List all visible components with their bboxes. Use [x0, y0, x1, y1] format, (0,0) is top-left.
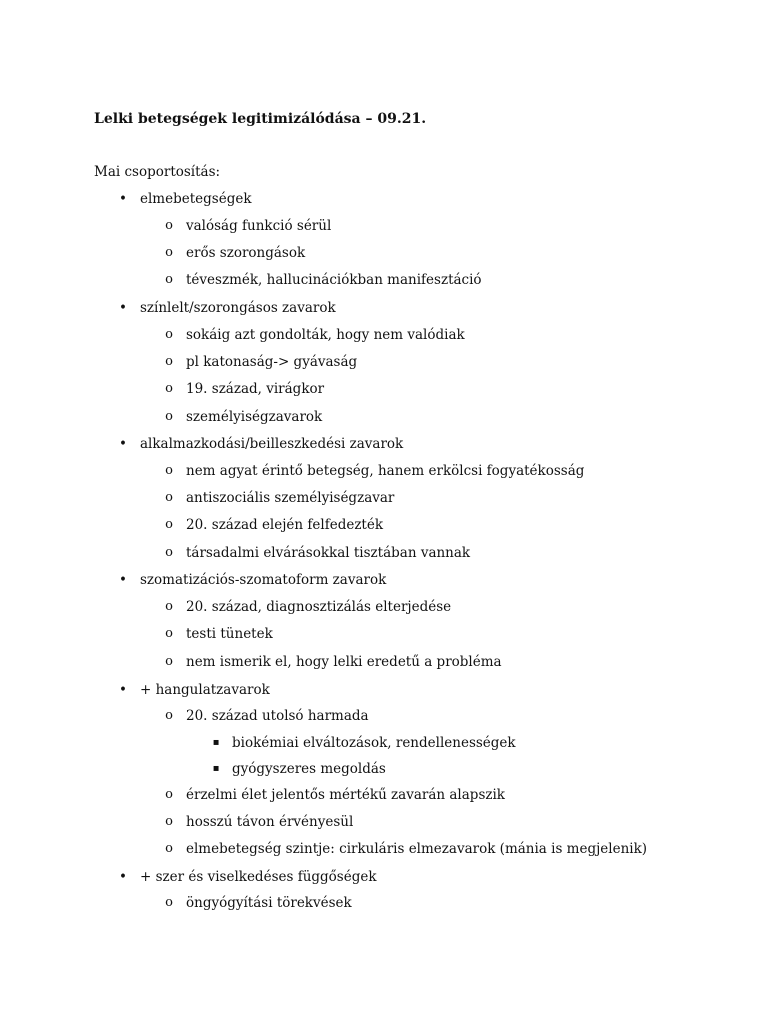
list-item-text: gyógyszeres megoldás — [232, 761, 386, 777]
sub-list-item — [165, 516, 384, 534]
circle-bullet-icon: o — [165, 708, 173, 723]
sub-list-item — [165, 544, 471, 562]
sub-list-item — [165, 598, 452, 616]
circle-bullet-icon: o — [165, 218, 173, 233]
list-item-text: alkalmazkodási/beilleszkedési zavarok — [140, 436, 404, 452]
circle-bullet-icon: o — [165, 626, 173, 641]
list-item — [119, 868, 377, 886]
sub-list-item — [165, 408, 323, 426]
list-item-text: pl katonaság-> gyávaság — [186, 354, 358, 370]
sub-list-item — [165, 380, 325, 398]
document-title: Lelki betegségek legitimizálódása – 09.21. — [94, 111, 427, 127]
circle-bullet-icon: o — [165, 787, 173, 802]
list-item — [119, 190, 252, 208]
list-item-text: antiszociális személyiségzavar — [186, 490, 395, 506]
list-item-text: nem agyat érintő betegség, hanem erkölcsi fogyatékosság — [186, 463, 585, 479]
sub-list-item — [165, 786, 505, 804]
circle-bullet-icon: o — [165, 895, 173, 910]
circle-bullet-icon: o — [165, 409, 173, 424]
list-item-text: + szer és viselkedéses függőségek — [140, 869, 377, 885]
sub-list-item — [165, 489, 395, 507]
list-item-text: 20. század, diagnosztizálás elterjedése — [186, 599, 452, 615]
list-item — [119, 299, 336, 317]
sub-list-item — [165, 353, 358, 371]
list-item-text: társadalmi elvárásokkal tisztában vannak — [186, 545, 471, 561]
list-item-text: öngyógyítási törekvések — [186, 895, 352, 911]
section-heading: Mai csoportosítás: — [94, 164, 221, 180]
circle-bullet-icon: o — [165, 272, 173, 287]
sub-list-item — [165, 217, 332, 235]
list-item-text: érzelmi élet jelentős mértékű zavarán alapszik — [186, 787, 505, 803]
sub-list-item — [165, 707, 369, 725]
list-item-text: téveszmék, hallucinációkban manifesztáció — [186, 272, 482, 288]
sub-list-item — [165, 813, 354, 831]
circle-bullet-icon: o — [165, 327, 173, 342]
square-bullet-icon: ▪ — [212, 763, 220, 774]
sub-list-item — [165, 244, 306, 262]
list-item-text: 19. század, virágkor — [186, 381, 325, 397]
circle-bullet-icon: o — [165, 599, 173, 614]
circle-bullet-icon: o — [165, 463, 173, 478]
circle-bullet-icon: o — [165, 841, 173, 856]
sub-sub-list-item — [212, 734, 516, 752]
list-item-text: + hangulatzavarok — [140, 682, 270, 698]
bullet-icon: • — [119, 191, 127, 207]
list-item-text: személyiségzavarok — [186, 409, 323, 425]
list-item-text: színlelt/szorongásos zavarok — [140, 300, 336, 316]
circle-bullet-icon: o — [165, 545, 173, 560]
circle-bullet-icon: o — [165, 814, 173, 829]
list-item — [119, 571, 387, 589]
circle-bullet-icon: o — [165, 517, 173, 532]
bullet-icon: • — [119, 300, 127, 316]
bullet-icon: • — [119, 572, 127, 588]
list-item-text: elmebetegségek — [140, 191, 252, 207]
sub-list-item — [165, 625, 273, 643]
sub-sub-list-item — [212, 760, 386, 778]
list-item — [119, 681, 270, 699]
sub-list-item — [165, 894, 352, 912]
list-item-text: sokáig azt gondolták, hogy nem valódiak — [186, 327, 465, 343]
list-item-text: testi tünetek — [186, 626, 273, 642]
sub-list-item — [165, 462, 585, 480]
circle-bullet-icon: o — [165, 490, 173, 505]
sub-list-item — [165, 326, 465, 344]
list-item-text: szomatizációs-szomatoform zavarok — [140, 572, 387, 588]
circle-bullet-icon: o — [165, 381, 173, 396]
list-item — [119, 435, 404, 453]
sub-list-item — [165, 840, 648, 858]
sub-list-item — [165, 653, 502, 671]
circle-bullet-icon: o — [165, 654, 173, 669]
list-item-text: nem ismerik el, hogy lelki eredetű a probléma — [186, 654, 502, 670]
list-item-text: 20. század utolsó harmada — [186, 708, 369, 724]
list-item-text: elmebetegség szintje: cirkuláris elmezavarok (mánia is megjelenik) — [186, 841, 648, 857]
list-item-text: hosszú távon érvényesül — [186, 814, 354, 830]
list-item-text: 20. század elején felfedezték — [186, 517, 384, 533]
sub-list-item — [165, 271, 482, 289]
square-bullet-icon: ▪ — [212, 737, 220, 748]
list-item-text: erős szorongások — [186, 245, 306, 261]
circle-bullet-icon: o — [165, 354, 173, 369]
bullet-icon: • — [119, 869, 127, 885]
bullet-icon: • — [119, 682, 127, 698]
bullet-icon: • — [119, 436, 127, 452]
circle-bullet-icon: o — [165, 245, 173, 260]
list-item-text: valóság funkció sérül — [186, 218, 332, 234]
list-item-text: biokémiai elváltozások, rendellenességek — [232, 735, 516, 751]
